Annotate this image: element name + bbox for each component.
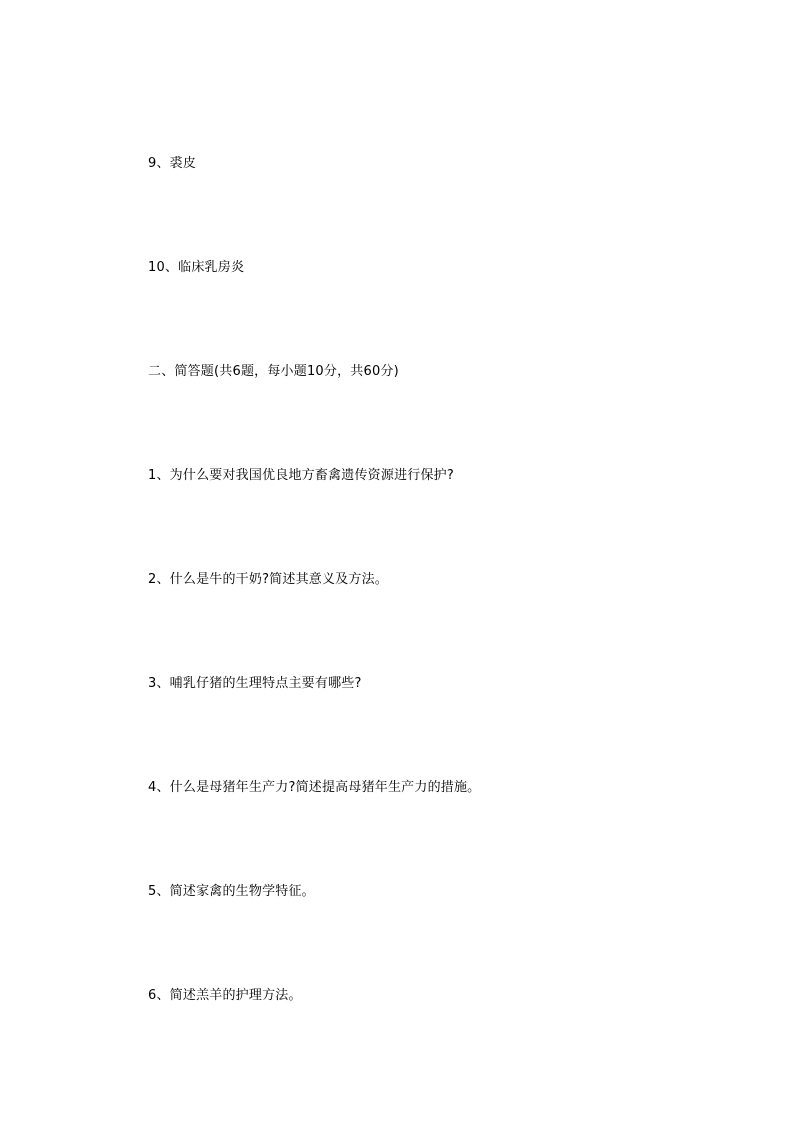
question-item-2: 2、什么是牛的干奶?简述其意义及方法。 — [148, 572, 388, 587]
question-item-5: 5、简述家禽的生物学特征。 — [148, 884, 315, 899]
question-item-6: 6、简述羔羊的护理方法。 — [148, 988, 302, 1003]
section-heading: 二、简答题(共6题，每小题10分，共60分) — [148, 364, 399, 379]
term-item-9: 9、裘皮 — [148, 156, 197, 171]
question-item-4: 4、什么是母猪年生产力?简述提高母猪年生产力的措施。 — [148, 780, 481, 795]
question-item-3: 3、哺乳仔猪的生理特点主要有哪些? — [148, 676, 362, 691]
question-item-1: 1、为什么要对我国优良地方畜禽遗传资源进行保护? — [148, 468, 454, 483]
term-item-10: 10、临床乳房炎 — [148, 260, 245, 275]
